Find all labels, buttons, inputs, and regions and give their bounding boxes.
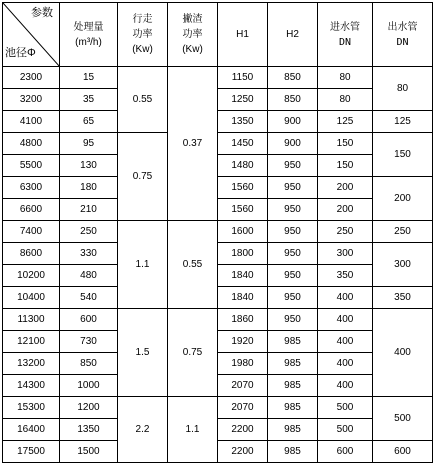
diameter-cell: 12100	[3, 331, 60, 353]
inlet-cell: 250	[318, 221, 373, 243]
h1-cell: 2200	[218, 419, 268, 441]
h1-cell: 1600	[218, 221, 268, 243]
table-row	[3, 89, 433, 111]
capacity-cell: 1000	[60, 375, 118, 397]
capacity-cell: 330	[60, 243, 118, 265]
header-capacity-unit: (m³/h)	[75, 36, 102, 48]
header-row	[3, 3, 433, 67]
diameter-cell: 2300	[3, 67, 60, 89]
inlet-cell: 80	[318, 89, 373, 111]
table-row	[3, 133, 433, 155]
header-h2: H2	[268, 3, 318, 67]
scrape-power-cell: 0.55	[168, 221, 218, 309]
header-travel-power	[118, 3, 168, 67]
inlet-cell: 300	[318, 243, 373, 265]
travel-power-cell: 1.1	[118, 221, 168, 309]
travel-power-cell: 0.55	[118, 67, 168, 133]
h2-cell: 950	[268, 199, 318, 221]
capacity-cell: 15	[60, 67, 118, 89]
inlet-cell: 80	[318, 67, 373, 89]
corner-bottom-label: 池径Φ	[5, 47, 36, 59]
header-outlet	[373, 3, 433, 67]
table-row	[3, 199, 433, 221]
header-outlet-unit: DN	[396, 36, 409, 48]
header-scrape-line: 撇渣	[182, 14, 203, 25]
h2-cell: 950	[268, 287, 318, 309]
h2-cell: 950	[268, 221, 318, 243]
h2-cell: 850	[268, 67, 318, 89]
capacity-cell: 1350	[60, 419, 118, 441]
travel-power-cell: 2.2	[118, 397, 168, 463]
header-inlet-line: 进水管	[330, 21, 360, 33]
h2-cell: 985	[268, 331, 318, 353]
inlet-cell: 400	[318, 287, 373, 309]
capacity-cell: 65	[60, 111, 118, 133]
capacity-cell: 250	[60, 221, 118, 243]
scrape-power-cell: 0.37	[168, 67, 218, 221]
h1-cell: 1250	[218, 89, 268, 111]
h1-cell: 2200	[218, 441, 268, 463]
table-row	[3, 353, 433, 375]
diameter-cell: 4800	[3, 133, 60, 155]
capacity-cell: 1500	[60, 441, 118, 463]
h1-cell: 1840	[218, 265, 268, 287]
h1-cell: 1560	[218, 199, 268, 221]
header-scrape-line: 功率	[182, 29, 203, 40]
corner-top-label: 参数	[31, 7, 53, 19]
capacity-cell: 600	[60, 309, 118, 331]
h1-cell: 1860	[218, 309, 268, 331]
scrape-power-cell: 1.1	[168, 397, 218, 463]
header-scrape-unit: (Kw)	[182, 44, 203, 55]
h1-cell: 1450	[218, 133, 268, 155]
outlet-cell: 150	[373, 133, 433, 177]
h2-cell: 950	[268, 177, 318, 199]
h2-cell: 850	[268, 89, 318, 111]
diameter-cell: 7400	[3, 221, 60, 243]
h2-cell: 900	[268, 111, 318, 133]
capacity-cell: 95	[60, 133, 118, 155]
capacity-cell: 540	[60, 287, 118, 309]
h1-cell: 1800	[218, 243, 268, 265]
h2-cell: 985	[268, 353, 318, 375]
inlet-cell: 400	[318, 353, 373, 375]
header-travel-line: 功率	[132, 29, 153, 40]
table-row	[3, 397, 433, 419]
outlet-cell: 200	[373, 177, 433, 221]
spec-table	[2, 2, 433, 463]
h1-cell: 1350	[218, 111, 268, 133]
inlet-cell: 350	[318, 265, 373, 287]
capacity-cell: 210	[60, 199, 118, 221]
header-capacity	[60, 3, 118, 67]
table-row	[3, 375, 433, 397]
h1-cell: 1920	[218, 331, 268, 353]
h2-cell: 985	[268, 375, 318, 397]
table-row	[3, 331, 433, 353]
capacity-cell: 180	[60, 177, 118, 199]
diameter-cell: 5500	[3, 155, 60, 177]
travel-power-cell: 1.5	[118, 309, 168, 397]
h1-cell: 1560	[218, 177, 268, 199]
diameter-cell: 14300	[3, 375, 60, 397]
diameter-cell: 11300	[3, 309, 60, 331]
outlet-cell: 125	[373, 111, 433, 133]
table-row	[3, 419, 433, 441]
outlet-cell: 300	[373, 243, 433, 287]
scrape-power-cell: 0.75	[168, 309, 218, 397]
h2-cell: 950	[268, 155, 318, 177]
h2-cell: 985	[268, 419, 318, 441]
header-h1: H1	[218, 3, 268, 67]
h1-cell: 1480	[218, 155, 268, 177]
table-row	[3, 265, 433, 287]
diameter-cell: 3200	[3, 89, 60, 111]
diameter-cell: 10400	[3, 287, 60, 309]
outlet-cell: 80	[373, 67, 433, 111]
diameter-cell: 10200	[3, 265, 60, 287]
inlet-cell: 500	[318, 397, 373, 419]
diameter-cell: 15300	[3, 397, 60, 419]
capacity-cell: 1200	[60, 397, 118, 419]
diameter-cell: 17500	[3, 441, 60, 463]
header-outlet-line: 出水管	[387, 21, 418, 33]
outlet-cell: 400	[373, 309, 433, 397]
diameter-cell: 13200	[3, 353, 60, 375]
inlet-cell: 125	[318, 111, 373, 133]
capacity-cell: 130	[60, 155, 118, 177]
table-row	[3, 441, 433, 463]
header-inlet	[318, 3, 373, 67]
h1-cell: 2070	[218, 375, 268, 397]
outlet-cell: 350	[373, 287, 433, 309]
diameter-cell: 4100	[3, 111, 60, 133]
h1-cell: 2070	[218, 397, 268, 419]
diameter-cell: 8600	[3, 243, 60, 265]
header-capacity-line: 处理量	[73, 21, 104, 33]
table-row	[3, 177, 433, 199]
outlet-cell: 600	[373, 441, 433, 463]
outlet-cell: 500	[373, 397, 433, 441]
h1-cell: 1150	[218, 67, 268, 89]
table-row	[3, 155, 433, 177]
header-scrape-power	[168, 3, 218, 67]
h2-cell: 950	[268, 265, 318, 287]
travel-power-cell: 0.75	[118, 133, 168, 221]
h1-cell: 1980	[218, 353, 268, 375]
h2-cell: 950	[268, 309, 318, 331]
h2-cell: 985	[268, 441, 318, 463]
inlet-cell: 400	[318, 375, 373, 397]
inlet-cell: 200	[318, 199, 373, 221]
outlet-cell: 250	[373, 221, 433, 243]
inlet-cell: 500	[318, 419, 373, 441]
inlet-cell: 150	[318, 133, 373, 155]
inlet-cell: 200	[318, 177, 373, 199]
header-travel-line: 行走	[132, 14, 153, 25]
table-row	[3, 67, 433, 89]
diameter-cell: 6600	[3, 199, 60, 221]
table-row	[3, 243, 433, 265]
h2-cell: 950	[268, 243, 318, 265]
inlet-cell: 400	[318, 331, 373, 353]
h2-cell: 900	[268, 133, 318, 155]
capacity-cell: 850	[60, 353, 118, 375]
header-travel-unit: (Kw)	[132, 44, 153, 55]
table-row	[3, 309, 433, 331]
diameter-cell: 6300	[3, 177, 60, 199]
capacity-cell: 730	[60, 331, 118, 353]
capacity-cell: 480	[60, 265, 118, 287]
header-corner-cell	[3, 3, 60, 67]
capacity-cell: 35	[60, 89, 118, 111]
inlet-cell: 150	[318, 155, 373, 177]
inlet-cell: 600	[318, 441, 373, 463]
table-row	[3, 111, 433, 133]
h2-cell: 985	[268, 397, 318, 419]
inlet-cell: 400	[318, 309, 373, 331]
table-row	[3, 221, 433, 243]
h1-cell: 1840	[218, 287, 268, 309]
table-row	[3, 287, 433, 309]
diameter-cell: 16400	[3, 419, 60, 441]
header-inlet-unit: DN	[338, 36, 352, 48]
